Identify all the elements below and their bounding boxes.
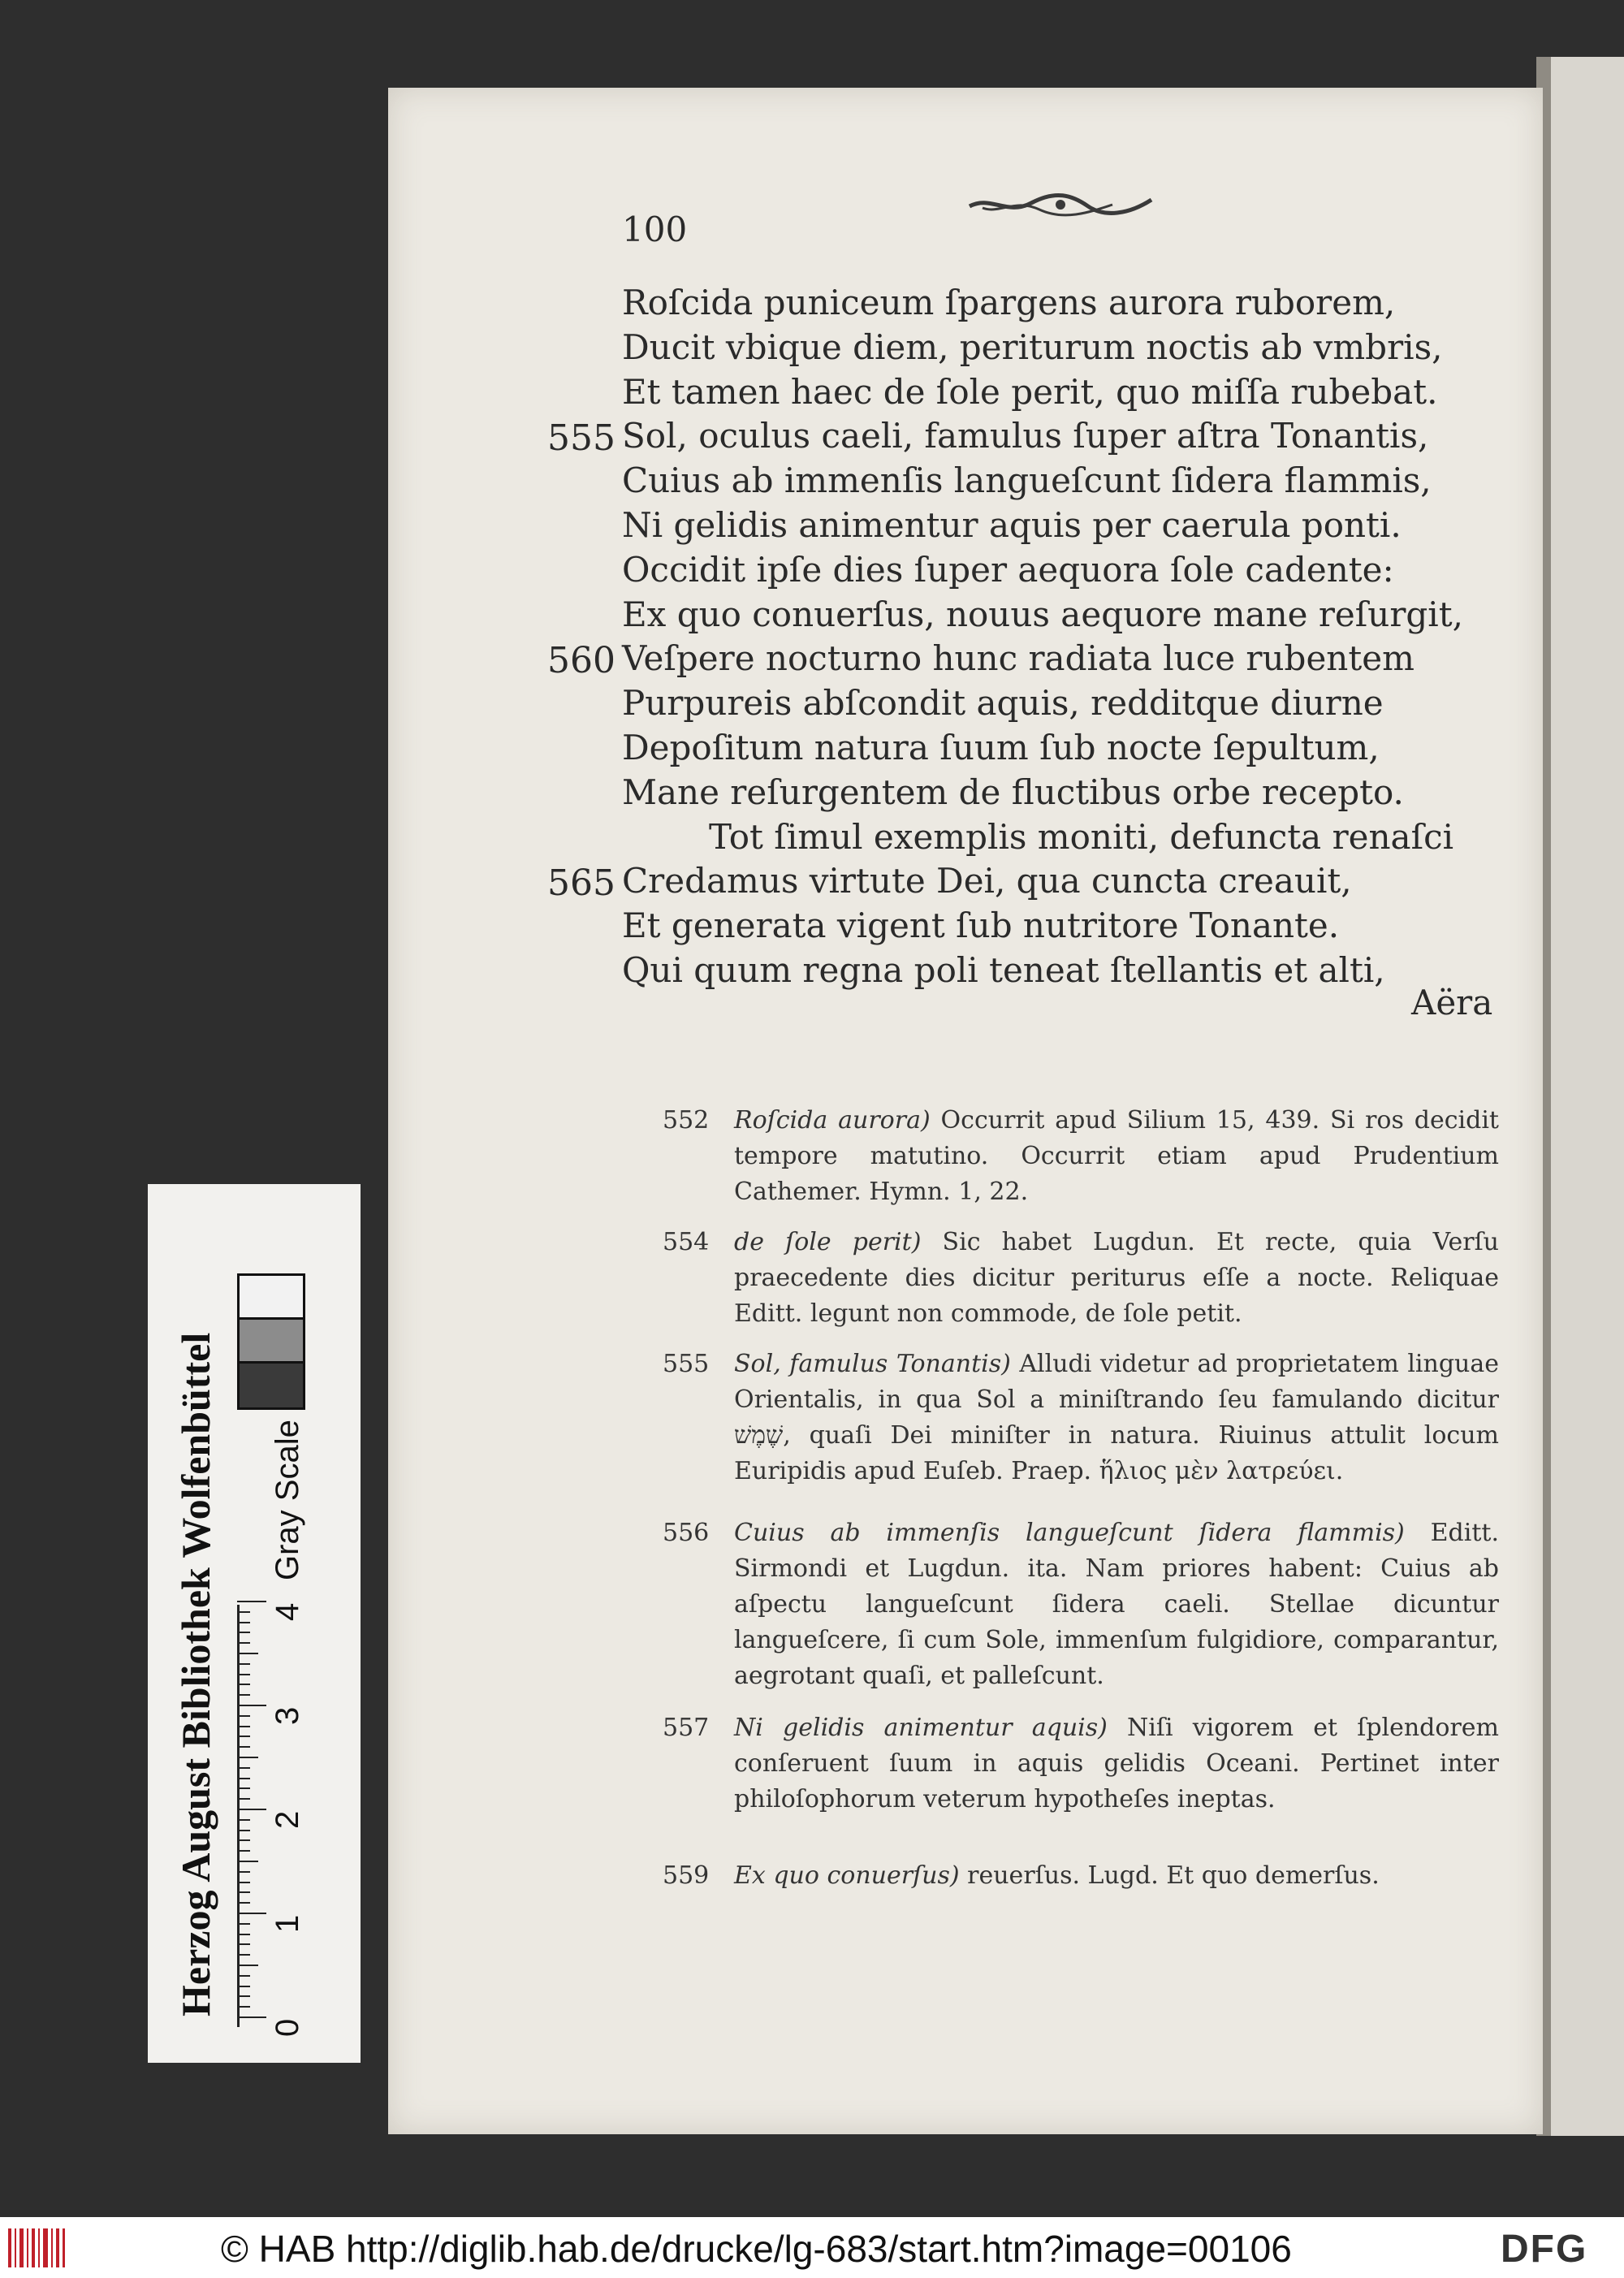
ruler-tick: [237, 1954, 250, 1956]
ruler-tick: [237, 1965, 258, 1966]
gray-swatch: [237, 1273, 305, 1322]
ruler-tick: [237, 1622, 250, 1623]
verse-line: Sol, oculus caeli, famulus ſuper aſtra Tonantis,: [622, 416, 1429, 456]
copyright-url: © HAB http://diglib.hab.de/drucke/lg-683/start.htm?image=00106: [221, 2228, 1292, 2270]
verse-line: Purpureis abſcondit aquis, redditque diurne: [622, 683, 1384, 724]
footnote-body: Editt. Sirmondi et Lugdun. ita. Nam priores habent: Cuius ab aſpectu langueſcunt ſidera caeli. Stellae dicuntur langueſcere, ſi cum Sole, immenſum fulgidiore, comparantur, aegrotant quaſi, et palleſcunt.: [734, 1519, 1499, 1690]
footnote-body: Sic habet Lugdun. Et recte, quia Verſu praecedente dies dicitur periturus eſſe a nocte. Reliquae Editt. legunt non commode, de ſole petit.: [734, 1228, 1499, 1328]
verse-line-number: 565: [547, 862, 615, 905]
footnote-body: Niſi vigorem et ſplendorem conſeruent ſuum in aquis gelidis Oceani. Pertinet inter philoſophorum veterum hypotheſes ineptas.: [734, 1714, 1499, 1813]
footnote-number: 554: [663, 1228, 710, 1256]
footnote-lemma: Ex quo conuerſus): [734, 1861, 960, 1890]
header-ornament-icon: [966, 190, 1155, 219]
footnote-lemma: de ſole perit): [734, 1228, 922, 1256]
dfg-logo: DFG: [1501, 2228, 1588, 2271]
footnote-text: [734, 1515, 1499, 1694]
ruler-tick: [237, 1975, 250, 1977]
footnote-lemma: Ni gelidis animentur aquis): [734, 1714, 1108, 1742]
ruler-tick: [237, 1757, 258, 1758]
verse-line: Depoſitum natura ſuum ſub nocte ſepultum,: [622, 728, 1380, 767]
ruler-tick: [237, 1986, 250, 1987]
ruler-tick: [237, 1882, 250, 1883]
ruler-tick: [237, 1746, 250, 1748]
footnote-body: reuerſus. Lugd. Et quo demerſus.: [959, 1861, 1380, 1890]
verse-line: Tot ſimul exemplis moniti, defuncta renaſci: [709, 816, 1454, 857]
ruler-number: 4: [270, 1602, 305, 1621]
ruler-tick: [237, 1642, 250, 1644]
verse-line-number: 560: [547, 640, 615, 682]
ruler-number: 1: [270, 1914, 305, 1933]
barcode-icon: [6, 2228, 68, 2267]
ruler-tick: [237, 1684, 250, 1685]
ruler-tick: [237, 1934, 250, 1935]
ruler-tick: [237, 1861, 258, 1862]
ruler-tick: [237, 1798, 250, 1800]
footnote-number: 557: [663, 1714, 710, 1742]
gray-swatch: [237, 1361, 305, 1410]
verse-line: Et generata vigent ſub nutritore Tonante.: [622, 906, 1340, 946]
footnote-body: Occurrit apud Silium 15, 439. Si ros decidit tempore matutino. Occurrit etiam apud Prudentium Cathemer. Hymn. 1, 22.: [734, 1106, 1499, 1206]
ruler-tick: [237, 1995, 250, 1997]
verse-line: Credamus virtute Dei, qua cuncta creauit,: [622, 861, 1352, 901]
footnote-lemma: Cuius ab immenſis langueſcunt ſidera flammis): [734, 1519, 1405, 1547]
ruler-line: [237, 1605, 240, 2027]
page-number: 100: [622, 210, 688, 249]
ruler-number: 2: [270, 1810, 305, 1829]
footnote-text: [734, 1225, 1499, 1332]
footnote-text: [734, 1858, 1499, 1894]
ruler-tick: [237, 1943, 250, 1945]
verse-line: Ducit vbique diem, periturum noctis ab vmbris,: [622, 326, 1443, 367]
ruler-tick: [237, 1778, 250, 1779]
ruler-tick: [237, 2016, 266, 2018]
ruler-tick: [237, 1839, 250, 1841]
ruler-tick: [237, 1736, 250, 1737]
ruler-number: 3: [270, 1706, 305, 1725]
footnote-number: 555: [663, 1350, 710, 1378]
ruler-tick: [237, 1819, 250, 1821]
footnote-number: 556: [663, 1519, 710, 1547]
library-scale-card: [148, 1184, 361, 2063]
ruler-tick: [237, 1653, 258, 1654]
gray-scale-label: Gray Scale: [270, 1420, 305, 1580]
footer-bar: [0, 2217, 1624, 2278]
ruler-tick: [237, 1601, 266, 1602]
library-name: Herzog August Bibliothek Wolfenbüttel: [173, 1332, 218, 2016]
adjacent-page-edge: [1536, 57, 1624, 2136]
footnote-body: Alludi videtur ad proprietatem linguae Orientalis, in qua Sol a miniſtrando ſeu famulando dicitur שֶׁמֶשׁ, quaſi Dei miniſter in natura. Riuinus attulit locum Euripidis apud Euſeb. Praep. ἥλιος μὲν λατρεύει.: [734, 1350, 1500, 1485]
gray-swatch: [237, 1317, 305, 1366]
ruler-tick: [237, 1850, 250, 1852]
footnote-lemma: Roſcida aurora): [734, 1106, 931, 1135]
ruler-tick: [237, 1923, 250, 1925]
footnote-lemma: Sol, famulus Tonantis): [734, 1350, 1011, 1378]
verse-line: Et tamen haec de ſole perit, quo miſſa rubebat.: [622, 371, 1438, 412]
verse-line: Cuius ab immenſis langueſcunt ſidera flammis,: [622, 460, 1432, 501]
footnote-text: [734, 1710, 1499, 1818]
ruler-tick: [237, 1694, 250, 1696]
ruler-number: 0: [270, 2018, 305, 2037]
verse-line: Qui quum regna poli teneat ſtellantis et alti,: [622, 950, 1385, 990]
ruler-tick: [237, 1705, 266, 1706]
footnote-text: [734, 1103, 1499, 1210]
ruler-tick: [237, 1830, 250, 1831]
verse-line: Occidit ipſe dies ſuper aequora ſole cadente:: [622, 549, 1394, 590]
verse-line: Ex quo conuerſus, nouus aequore mane reſurgit,: [622, 594, 1463, 634]
ruler-tick: [237, 1871, 250, 1873]
verse-line: Ni gelidis animentur aquis per caerula ponti.: [622, 505, 1402, 545]
verse-line: Mane reſurgentem de fluctibus orbe recepto.: [622, 772, 1404, 812]
ruler-tick: [237, 1715, 250, 1717]
ruler-tick: [237, 2006, 250, 2008]
verse-line: Veſpere nocturno hunc radiata luce rubentem: [622, 638, 1415, 679]
ruler-tick: [237, 1726, 250, 1727]
ruler-tick: [237, 1902, 250, 1904]
footnote-number: 552: [663, 1106, 710, 1135]
catchword: Aëra: [1411, 983, 1493, 1022]
ruler-tick: [237, 1674, 250, 1675]
book-page: [388, 88, 1543, 2134]
footnote-text: [734, 1346, 1499, 1489]
ruler-tick: [237, 1787, 250, 1789]
ruler-tick: [237, 1767, 250, 1769]
ruler-tick: [237, 1809, 266, 1810]
ruler-tick: [237, 1913, 266, 1914]
ruler-tick: [237, 1611, 250, 1613]
verse-line-number: 555: [547, 417, 615, 460]
ruler-tick: [237, 1663, 250, 1665]
ruler-tick: [237, 1632, 250, 1633]
verse-line: Roſcida puniceum ſpargens aurora ruborem,: [622, 283, 1396, 322]
ruler-tick: [237, 1891, 250, 1893]
footnote-number: 559: [663, 1861, 710, 1890]
